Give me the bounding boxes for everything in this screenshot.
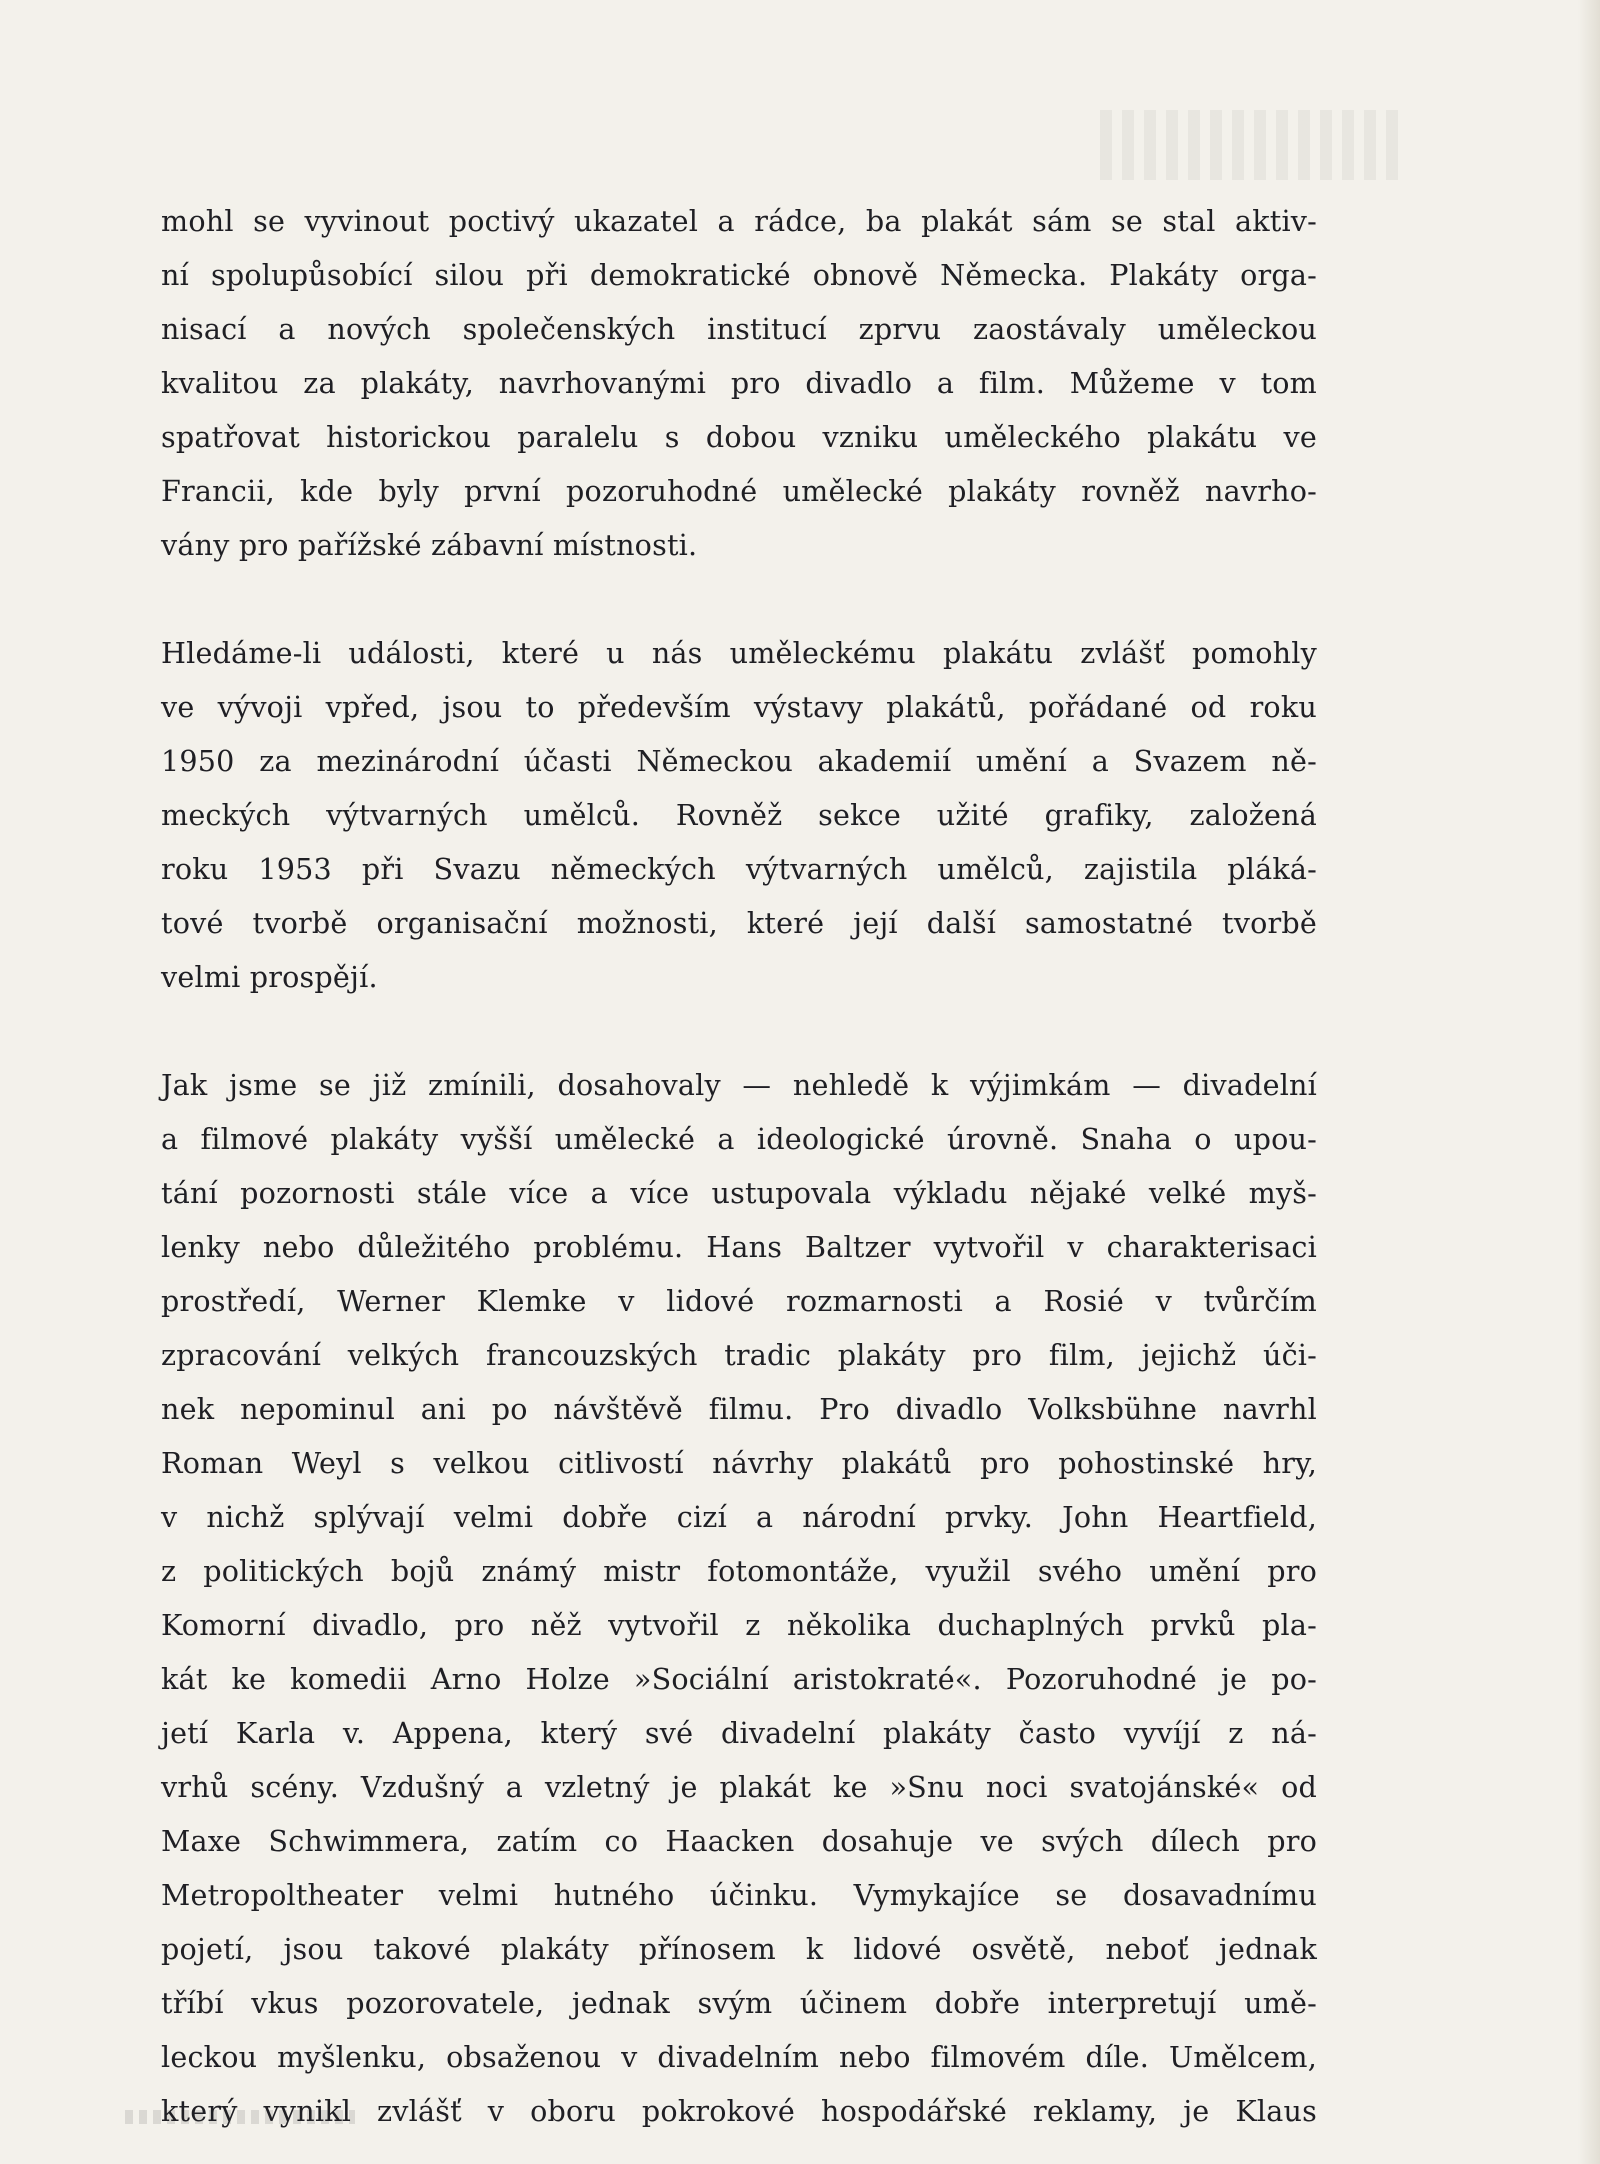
text-line: který vynikl zvlášť v oboru pokrokové hospodářské reklamy, je Klaus <box>161 2094 1317 2128</box>
body-text <box>161 194 1317 2138</box>
text-line: Maxe Schwimmera, zatím co Haacken dosahuje ve svých dílech pro <box>161 1824 1317 1858</box>
text-line: ve vývoji vpřed, jsou to především výstavy plakátů, pořádané od roku <box>161 690 1317 724</box>
text-line: tové tvorbě organisační možnosti, které její další samostatné tvorbě <box>161 906 1317 940</box>
text-line: Roman Weyl s velkou citlivostí návrhy plakátů pro pohostinské hry, <box>161 1446 1317 1480</box>
text-line: vány pro pařížské zábavní místnosti. <box>161 528 698 562</box>
text-line: ní spolupůsobící silou při demokratické obnově Německa. Plakáty orga- <box>161 258 1317 292</box>
text-line: nisací a nových společenských institucí zprvu zaostávaly uměleckou <box>161 312 1317 346</box>
page-edge-shadow <box>1578 0 1600 2164</box>
text-line: leckou myšlenku, obsaženou v divadelním nebo filmovém díle. Umělcem, <box>161 2040 1317 2074</box>
text-line: meckých výtvarných umělců. Rovněž sekce užité grafiky, založená <box>161 798 1317 832</box>
text-line: velmi prospějí. <box>161 960 378 994</box>
text-line: pojetí, jsou takové plakáty přínosem k lidové osvětě, neboť jednak <box>161 1932 1317 1966</box>
bleed-through-text <box>1100 110 1400 180</box>
text-line: v nichž splývají velmi dobře cizí a národní prvky. John Heartfield, <box>161 1500 1317 1534</box>
text-line: lenky nebo důležitého problému. Hans Baltzer vytvořil v charakterisaci <box>161 1230 1317 1264</box>
text-line: Metropoltheater velmi hutného účinku. Vymykajíce se dosavadnímu <box>161 1878 1317 1912</box>
text-line: Hledáme-li události, které u nás uměleckému plakátu zvlášť pomohly <box>161 636 1317 670</box>
footer-smudge <box>125 2110 355 2124</box>
text-line: Jak jsme se již zmínili, dosahovaly — nehledě k výjimkám — divadelní <box>161 1068 1317 1102</box>
text-line: prostředí, Werner Klemke v lidové rozmarnosti a Rosié v tvůrčím <box>161 1284 1317 1318</box>
text-line: kvalitou za plakáty, navrhovanými pro divadlo a film. Můžeme v tom <box>161 366 1317 400</box>
text-line: roku 1953 při Svazu německých výtvarných umělců, zajistila pláká- <box>161 852 1317 886</box>
text-line: a filmové plakáty vyšší umělecké a ideologické úrovně. Snaha o upou- <box>161 1122 1317 1156</box>
paragraph-1 <box>161 194 1317 572</box>
text-line: jetí Karla v. Appena, který své divadelní plakáty často vyvíjí z ná- <box>161 1716 1317 1750</box>
text-line: tříbí vkus pozorovatele, jednak svým účinem dobře interpretují umě- <box>161 1986 1317 2020</box>
paragraph-2 <box>161 626 1317 1004</box>
text-line: Komorní divadlo, pro něž vytvořil z několika duchaplných prvků pla- <box>161 1608 1317 1642</box>
text-line: nek nepominul ani po návštěvě filmu. Pro divadlo Volksbühne navrhl <box>161 1392 1317 1426</box>
text-line: Francii, kde byly první pozoruhodné umělecké plakáty rovněž navrho- <box>161 474 1317 508</box>
text-line: vrhů scény. Vzdušný a vzletný je plakát ke »Snu noci svatojánské« od <box>161 1770 1317 1804</box>
text-line: zpracování velkých francouzských tradic plakáty pro film, jejichž úči- <box>161 1338 1317 1372</box>
text-line: z politických bojů známý mistr fotomontáže, využil svého umění pro <box>161 1554 1317 1588</box>
text-line: mohl se vyvinout poctivý ukazatel a rádce, ba plakát sám se stal aktiv- <box>161 204 1317 238</box>
text-line: 1950 za mezinárodní účasti Německou akademií umění a Svazem ně- <box>161 744 1317 778</box>
text-line: tání pozornosti stále více a více ustupovala výkladu nějaké velké myš- <box>161 1176 1317 1210</box>
paragraph-3 <box>161 1058 1317 2138</box>
text-line: kát ke komedii Arno Holze »Sociální aristokraté«. Pozoruhodné je po- <box>161 1662 1317 1696</box>
text-line: spatřovat historickou paralelu s dobou vzniku uměleckého plakátu ve <box>161 420 1317 454</box>
